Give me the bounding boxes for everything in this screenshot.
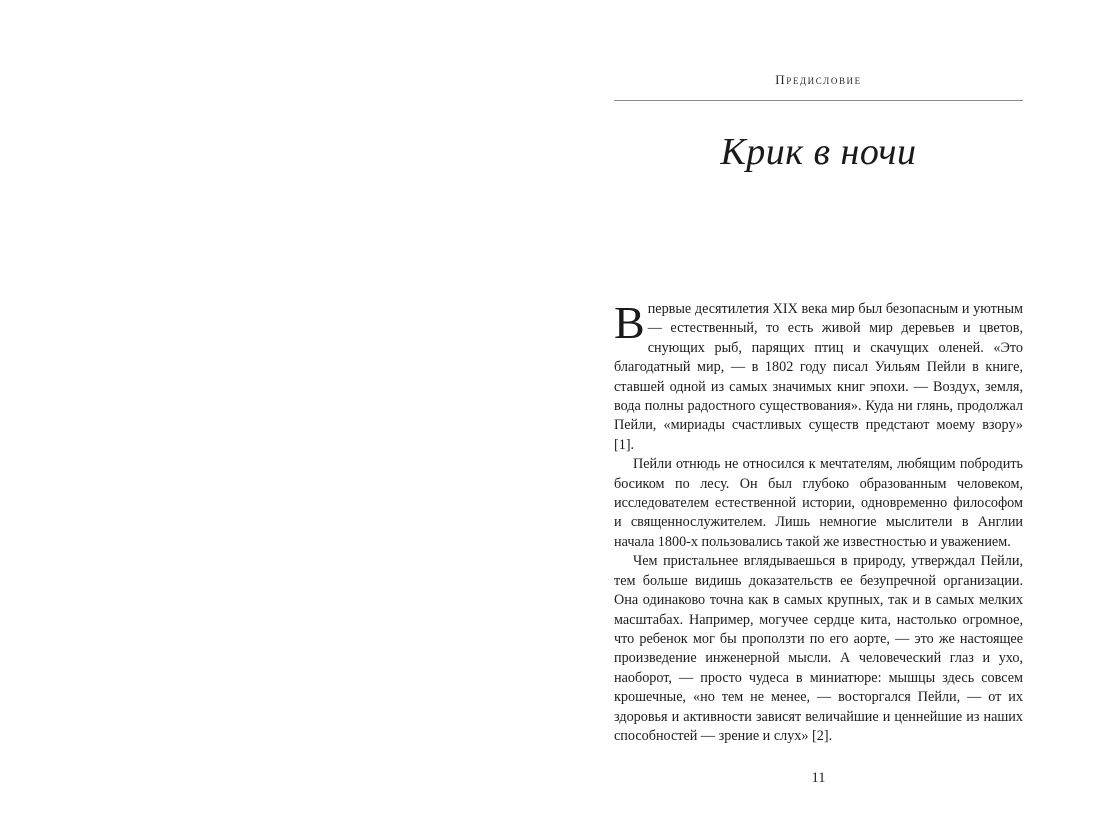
- drop-cap: В: [614, 297, 645, 348]
- paragraph-3: Чем пристальнее вглядываешься в природу, утверждал Пейли, тем больше видишь доказательств ее безупречной организации. Она одинаково точна как в самых крупных, так и в самых мелких масштабах. Например, могучее сердце кита, настолько огромное, что ребенок мог бы проползти по его аорте, — это же настоящее произведение инженерной мысли. А человеческий глаз и ухо, наоборот, — просто чудеса в миниатюре: мышцы здесь совсем крошечные, «но тем не менее, — восторгался Пейли, — от их здоровья и активности зависят величайшие и ценнейшие из наших способностей — зрение и слух» [2].: [614, 553, 1023, 744]
- running-head: Предисловие: [775, 72, 862, 87]
- chapter-title: Крик в ночи: [720, 131, 917, 173]
- right-page: [550, 0, 1100, 825]
- paragraph-1: [614, 297, 1023, 455]
- body-text: [614, 297, 1023, 746]
- paragraph-2: Пейли отнюдь не относился к мечтателям, любящим побродить босиком по лесу. Он был глубоко образованным человеком, исследователем естественной истории, одновременно философом и священнослужителем. Лишь немногие мыслители в Англии начала 1800-х пользовались такой же известностью и уважением.: [614, 456, 1023, 550]
- header-rule: [614, 100, 1023, 101]
- page-number: 11: [811, 770, 826, 786]
- paragraph-1-text: первые десятилетия XIX века мир был безопасным и уютным — естественный, то есть живой мир деревьев и цветов, снующих рыб, парящих птиц и скачущих оленей. «Это благодатный мир, — в 1802 году писал Уильям Пейли в книге, ставшей одной из самых значимых книг эпохи. — Воздух, земля, вода полны радостного существования». Куда ни глянь, продолжал Пейли, «мириады счастливых существ предстают моему взору» [1].: [614, 301, 1023, 453]
